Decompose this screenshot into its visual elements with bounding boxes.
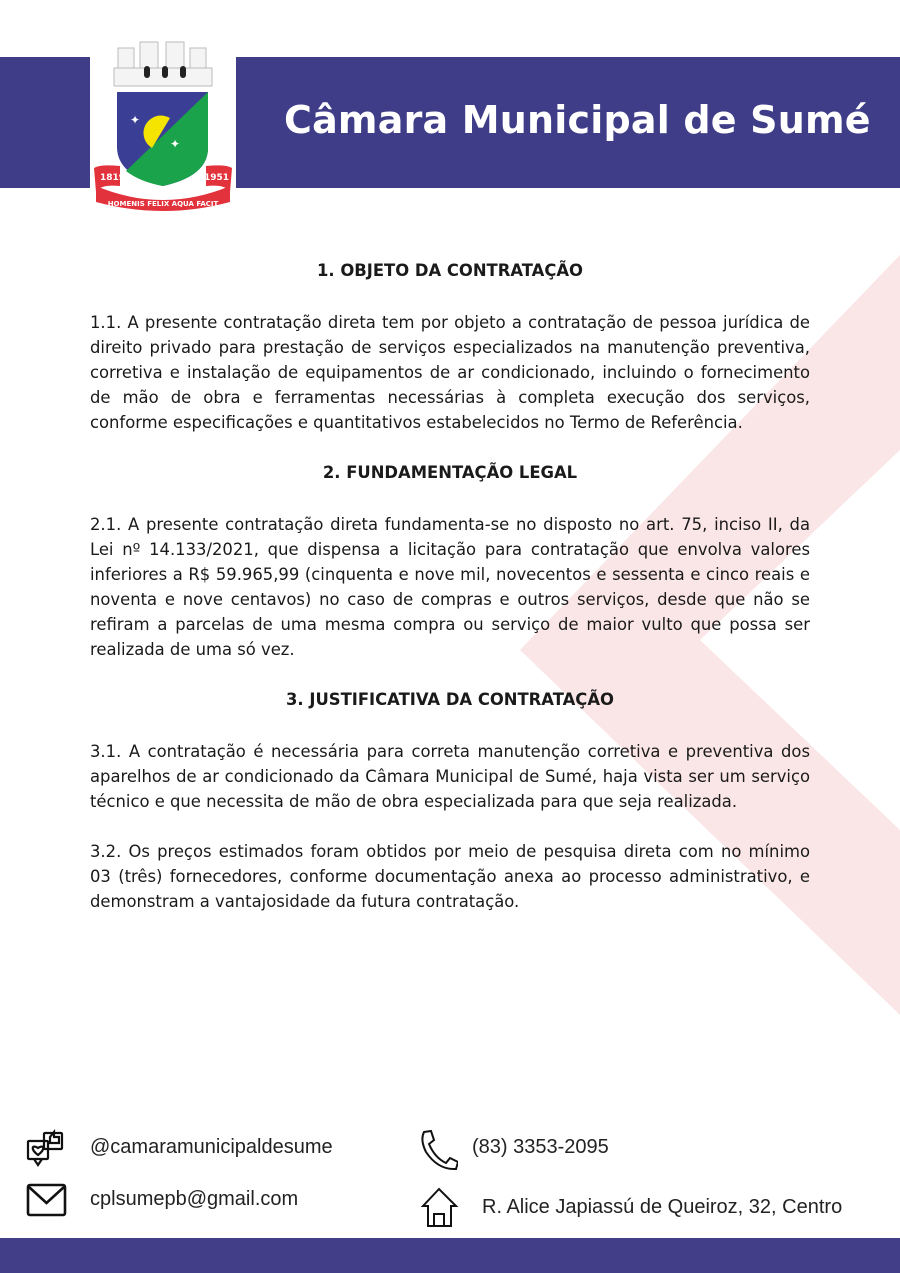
section-heading: 3. JUSTIFICATIVA DA CONTRATAÇÃO [286, 690, 614, 709]
page-title: Câmara Municipal de Sumé [284, 98, 871, 142]
logo-year-right: 1951 [204, 173, 230, 183]
social-handle[interactable]: @camaramunicipaldesume [90, 1136, 333, 1158]
logo-year-left: 1819 [100, 173, 126, 183]
section-heading: 1. OBJETO DA CONTRATAÇÃO [316, 261, 583, 280]
phone-number[interactable]: (83) 3353-2095 [472, 1136, 609, 1158]
phone-icon [418, 1128, 458, 1172]
svg-text:SUME: SUME [153, 191, 173, 198]
section-paragraph: 1.1. A presente contratação direta tem por objeto a contratação de pessoa jurídica de direito privado para prestação de serviços especializados na manutenção preventiva, corretiva e instalação de equipamentos de ar condicionado, incluindo o fornecimento de mão de obra e ferramentas necessárias à completa execução dos serviços, conforme especificações e quantitativos estabelecidos no Termo de Referência. [90, 313, 810, 432]
social-media-icon [26, 1129, 68, 1169]
document-body [90, 258, 810, 939]
email-address[interactable]: cplsumepb@gmail.com [90, 1188, 299, 1210]
section-objeto [90, 258, 810, 435]
section-heading: 2. FUNDAMENTAÇÃO LEGAL [322, 463, 578, 482]
svg-text:✦: ✦ [170, 137, 181, 151]
section-paragraph: 3.2. Os preços estimados foram obtidos por meio de pesquisa direta com no mínimo 03 (três) fornecedores, conforme documentação anexa ao processo administrativo, e demonstram a vantajosidade da futura contratação. [90, 842, 810, 911]
municipal-coat-of-arms-logo [90, 36, 236, 212]
section-fundamentacao [90, 460, 810, 662]
section-paragraph: 2.1. A presente contratação direta fundamenta-se no disposto no art. 75, inciso II, da Lei nº 14.133/2021, que dispensa a licitação para contratação que envolva valores inferiores a R$ 59.965,99 (cinquenta e nove mil, novecentos e sessenta e cinco reais e noventa e nove centavos) no caso de compras e outros serviços, desde que não se refiram a parcelas de uma mesma compra ou serviço de maior vulto que possa ser realizada de uma só vez. [90, 515, 810, 659]
section-paragraph: 3.1. A contratação é necessária para correta manutenção corretiva e preventiva dos aparelhos de ar condicionado da Câmara Municipal de Sumé, haja vista ser um serviço técnico e que necessita de mão de obra especializada para que seja realizada. [90, 742, 810, 811]
email-icon [26, 1182, 68, 1218]
footer-band [0, 1238, 900, 1273]
section-justificativa [90, 687, 810, 914]
svg-text:HOMENIS FELIX AQUA FACIT: HOMENIS FELIX AQUA FACIT [107, 200, 219, 208]
svg-text:✦: ✦ [130, 113, 141, 127]
home-icon [420, 1186, 460, 1228]
street-address: R. Alice Japiassú de Queiroz, 32, Centro [482, 1196, 843, 1218]
